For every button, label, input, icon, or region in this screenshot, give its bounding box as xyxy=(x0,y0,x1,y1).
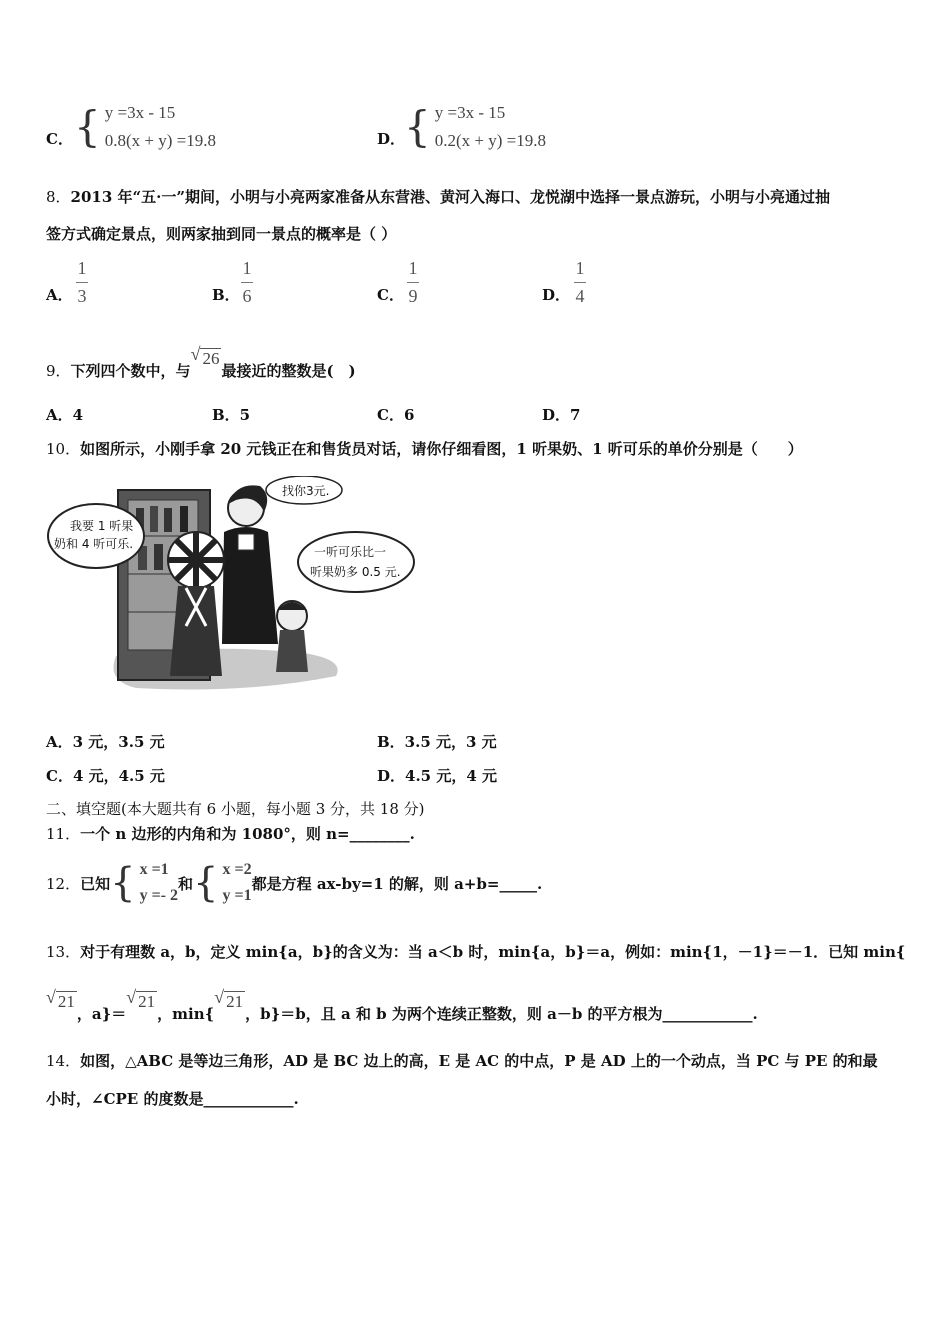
q8-option-c-fraction xyxy=(407,258,419,307)
radicand: 21 xyxy=(226,992,244,1011)
bubble-right-text-1: 一听可乐比一 xyxy=(314,545,387,559)
q10-option-a: A．3 元，3.5 元 xyxy=(46,733,165,751)
q12-stem xyxy=(46,855,542,911)
question-number: 14． xyxy=(46,1052,81,1070)
equation-line: y =3x - 15 xyxy=(104,103,176,122)
question-number: 11． xyxy=(46,825,81,843)
question-text: 2013 年“五·一”期间，小明与小亮两家准备从东营港、黄河入海口、龙悦湖中选择一景点游玩，小明与小亮通过抽 xyxy=(70,188,830,206)
q10-stem xyxy=(46,438,803,459)
question-number: 12． xyxy=(46,874,81,893)
q9-option-a: A．4 xyxy=(46,406,84,424)
equation-line: 0.2(x + y) =19.8 xyxy=(434,131,546,150)
numerator: 1 xyxy=(575,258,585,278)
brace-icon: { xyxy=(74,102,101,151)
radicand: 26 xyxy=(202,349,220,368)
q9-option-b: B．5 xyxy=(212,406,251,424)
shop-illustration xyxy=(46,476,416,698)
question-number: 9． xyxy=(46,362,71,380)
q13-line2 xyxy=(46,988,758,1024)
equation-line: x =2 xyxy=(222,861,252,878)
bubble-top-text: 找你3元. xyxy=(282,484,330,498)
question-text: 下列四个数中，与 xyxy=(70,362,191,380)
radicand: 21 xyxy=(138,992,156,1011)
denominator: 6 xyxy=(242,286,252,306)
speech-bubble-left xyxy=(48,504,144,568)
radical-icon: √ xyxy=(126,987,137,1007)
radical-icon: √ xyxy=(46,987,56,1007)
bubble-left-text-2: 奶和 4 听可乐. xyxy=(54,537,134,551)
denominator: 9 xyxy=(408,286,418,306)
numerator: 1 xyxy=(242,258,252,278)
boy-body xyxy=(276,630,308,672)
q10-option-b: B．3.5 元，3 元 xyxy=(377,733,497,751)
question-text: ，b}＝b，且 a 和 b 为两个连续正整数，则 a－b 的平方根为____________. xyxy=(245,1005,758,1023)
equation-line: 0.8(x + y) =19.8 xyxy=(104,131,216,150)
question-text: 最接近的整数是( ) xyxy=(221,362,356,380)
sqrt-21 xyxy=(46,987,77,1012)
q13-line1 xyxy=(46,941,906,962)
question-text: ，min{ xyxy=(157,1005,215,1023)
q10-option-d: D．4.5 元，4 元 xyxy=(377,767,497,785)
numerator: 1 xyxy=(408,258,418,278)
section-title: 二、填空题(本大题共有 6 小题，每小题 3 分，共 18 分) xyxy=(46,800,425,818)
q8-line2: 签方式确定景点，则两家抽到同一景点的概率是（ ） xyxy=(46,225,397,243)
q8-option-a-label: A． xyxy=(46,286,73,304)
q8-option-b-fraction xyxy=(241,258,253,307)
question-text: ，a}＝ xyxy=(76,1005,127,1023)
q8-option-a-fraction xyxy=(76,258,88,307)
numerator: 1 xyxy=(77,258,87,278)
sqrt-21 xyxy=(214,987,245,1012)
sqrt-26 xyxy=(191,344,222,369)
q9-option-c: C．6 xyxy=(377,406,415,424)
q10-option-c: C．4 元，4.5 元 xyxy=(46,767,165,785)
bubble-right-text-2: 听果奶多 0.5 元. xyxy=(310,565,401,579)
question-text: 如图所示，小刚手拿 20 元钱正在和售货员对话，请你仔细看图，1 听果奶、1 听可乐的单价分别是（ ） xyxy=(80,440,803,458)
q9-option-d: D．7 xyxy=(542,406,581,424)
brace-icon: { xyxy=(404,102,431,151)
equation-line: y =1 xyxy=(222,887,252,904)
bubble-left-text-1: 我要 1 听果 xyxy=(70,519,134,533)
q7-option-d-system xyxy=(404,99,546,155)
q8-option-c-label: C． xyxy=(377,286,404,304)
speech-bubble-right xyxy=(298,532,414,592)
q7-option-d-label: D． xyxy=(377,130,406,148)
question-text: 和 xyxy=(178,874,194,893)
question-number: 13． xyxy=(46,943,81,961)
question-text: 一个 n 边形的内角和为 1080°，则 n=________. xyxy=(80,825,415,843)
q8-option-d-label: D． xyxy=(542,286,571,304)
question-text: 都是方程 ax-by=1 的解，则 a+b=_____. xyxy=(251,874,543,893)
equation-line: y =- 2 xyxy=(139,887,179,904)
question-number: 10． xyxy=(46,440,81,458)
q8-option-d-fraction xyxy=(574,258,586,307)
equation-line: y =3x - 15 xyxy=(434,103,506,122)
denominator: 3 xyxy=(77,286,87,306)
question-number: 8． xyxy=(46,188,71,206)
q8-line1 xyxy=(46,186,830,207)
brace-icon: { xyxy=(110,860,136,906)
q11-stem xyxy=(46,823,415,844)
radicand: 21 xyxy=(57,992,75,1011)
equation-line: x =1 xyxy=(139,861,169,878)
q14-line1 xyxy=(46,1050,878,1071)
q9-stem xyxy=(46,344,356,383)
brace-icon: { xyxy=(193,860,219,906)
q8-option-b-label: B． xyxy=(212,286,240,304)
denominator: 4 xyxy=(575,286,585,306)
sqrt-21 xyxy=(126,987,157,1012)
girl-body xyxy=(170,586,222,676)
question-text: 如图，△ABC 是等边三角形，AD 是 BC 边上的高，E 是 AC 的中点，P 是 AD 上的一个动点，当 PC 与 PE 的和最 xyxy=(80,1052,878,1070)
q14-line2: 小时，∠CPE 的度数是____________. xyxy=(46,1090,299,1108)
question-text: 已知 xyxy=(80,874,111,893)
q7-option-c-system xyxy=(74,99,216,155)
q7-option-c-label: C． xyxy=(46,130,73,148)
question-text: 对于有理数 a，b，定义 min{a，b}的含义为：当 a＜b 时，min{a，b}＝a，例如：min{1，－1}＝－1．已知 min{ xyxy=(80,943,906,961)
radical-icon: √ xyxy=(214,987,225,1007)
radical-icon: √ xyxy=(190,344,201,364)
